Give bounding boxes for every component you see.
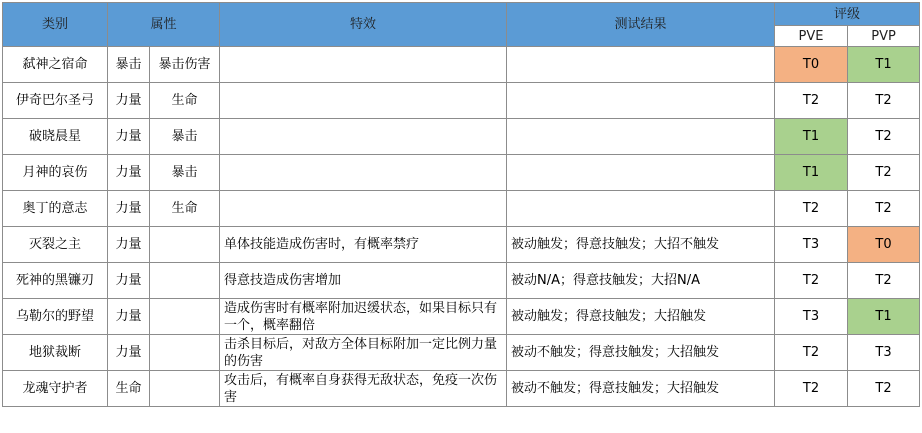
primary-attribute-cell: 力量	[108, 119, 150, 155]
pvp-rating-cell: T1	[848, 47, 920, 83]
weapon-name-cell: 地狱裁断	[3, 335, 108, 371]
secondary-attribute-cell	[150, 371, 220, 407]
secondary-attribute-cell	[150, 335, 220, 371]
weapon-name-cell: 灭裂之主	[3, 227, 108, 263]
primary-attribute-cell: 力量	[108, 155, 150, 191]
secondary-attribute-cell: 暴击	[150, 155, 220, 191]
secondary-attribute-cell: 暴击伤害	[150, 47, 220, 83]
header-rating: 评级	[775, 3, 920, 26]
secondary-attribute-cell: 生命	[150, 83, 220, 119]
table-row	[3, 191, 920, 227]
weapon-name-cell: 奥丁的意志	[3, 191, 108, 227]
pve-rating-cell: T3	[775, 299, 848, 335]
secondary-attribute-cell: 生命	[150, 191, 220, 227]
pvp-rating-cell: T2	[848, 263, 920, 299]
pve-rating-cell: T2	[775, 191, 848, 227]
effect-cell: 击杀目标后，对敌方全体目标附加一定比例力量的伤害	[220, 335, 507, 371]
pve-rating-cell: T3	[775, 227, 848, 263]
test-result-cell	[507, 191, 775, 227]
test-result-cell	[507, 119, 775, 155]
pvp-rating-cell: T2	[848, 371, 920, 407]
primary-attribute-cell: 力量	[108, 83, 150, 119]
table-row	[3, 119, 920, 155]
primary-attribute-cell: 力量	[108, 191, 150, 227]
header-effect: 特效	[220, 3, 507, 47]
effect-cell	[220, 83, 507, 119]
pvp-rating-cell: T0	[848, 227, 920, 263]
primary-attribute-cell: 力量	[108, 263, 150, 299]
pvp-rating-cell: T2	[848, 119, 920, 155]
secondary-attribute-cell	[150, 299, 220, 335]
pvp-rating-cell: T1	[848, 299, 920, 335]
effect-cell	[220, 191, 507, 227]
weapon-name-cell: 龙魂守护者	[3, 371, 108, 407]
test-result-cell	[507, 83, 775, 119]
effect-cell	[220, 47, 507, 83]
header-pve: PVE	[775, 26, 848, 47]
test-result-cell: 被动触发；得意技触发；大招不触发	[507, 227, 775, 263]
test-result-cell: 被动不触发；得意技触发；大招触发	[507, 371, 775, 407]
pve-rating-cell: T1	[775, 119, 848, 155]
weapon-name-cell: 月神的哀伤	[3, 155, 108, 191]
test-result-cell: 被动不触发；得意技触发；大招触发	[507, 335, 775, 371]
pve-rating-cell: T0	[775, 47, 848, 83]
test-result-cell	[507, 47, 775, 83]
primary-attribute-cell: 力量	[108, 335, 150, 371]
header-pvp: PVP	[848, 26, 920, 47]
weapon-name-cell: 伊奇巴尔圣弓	[3, 83, 108, 119]
weapon-name-cell: 弑神之宿命	[3, 47, 108, 83]
weapon-name-cell: 乌勒尔的野望	[3, 299, 108, 335]
effect-cell: 得意技造成伤害增加	[220, 263, 507, 299]
primary-attribute-cell: 生命	[108, 371, 150, 407]
test-result-cell: 被动触发；得意技触发；大招触发	[507, 299, 775, 335]
pve-rating-cell: T1	[775, 155, 848, 191]
effect-cell: 造成伤害时有概率附加迟缓状态，如果目标只有一个，概率翻倍	[220, 299, 507, 335]
pve-rating-cell: T2	[775, 263, 848, 299]
pve-rating-cell: T2	[775, 83, 848, 119]
pvp-rating-cell: T2	[848, 155, 920, 191]
table-row	[3, 263, 920, 299]
table-row	[3, 227, 920, 263]
effect-cell: 单体技能造成伤害时，有概率禁疗	[220, 227, 507, 263]
secondary-attribute-cell: 暴击	[150, 119, 220, 155]
pve-rating-cell: T2	[775, 371, 848, 407]
effect-cell	[220, 155, 507, 191]
header-test-result: 测试结果	[507, 3, 775, 47]
effect-cell: 攻击后，有概率自身获得无敌状态，免疫一次伤害	[220, 371, 507, 407]
weapon-name-cell: 死神的黑镰刃	[3, 263, 108, 299]
table-row	[3, 335, 920, 371]
table-row	[3, 299, 920, 335]
table-row	[3, 47, 920, 83]
pvp-rating-cell: T2	[848, 83, 920, 119]
primary-attribute-cell: 暴击	[108, 47, 150, 83]
table-row	[3, 83, 920, 119]
secondary-attribute-cell	[150, 227, 220, 263]
table-row	[3, 371, 920, 407]
pvp-rating-cell: T2	[848, 191, 920, 227]
secondary-attribute-cell	[150, 263, 220, 299]
header-category: 类别	[3, 3, 108, 47]
table-row	[3, 155, 920, 191]
pvp-rating-cell: T3	[848, 335, 920, 371]
primary-attribute-cell: 力量	[108, 299, 150, 335]
pve-rating-cell: T2	[775, 335, 848, 371]
test-result-cell: 被动N/A；得意技触发；大招N/A	[507, 263, 775, 299]
weapon-rating-table	[2, 2, 920, 407]
primary-attribute-cell: 力量	[108, 227, 150, 263]
effect-cell	[220, 119, 507, 155]
weapon-name-cell: 破晓晨星	[3, 119, 108, 155]
test-result-cell	[507, 155, 775, 191]
header-attribute: 属性	[108, 3, 220, 47]
